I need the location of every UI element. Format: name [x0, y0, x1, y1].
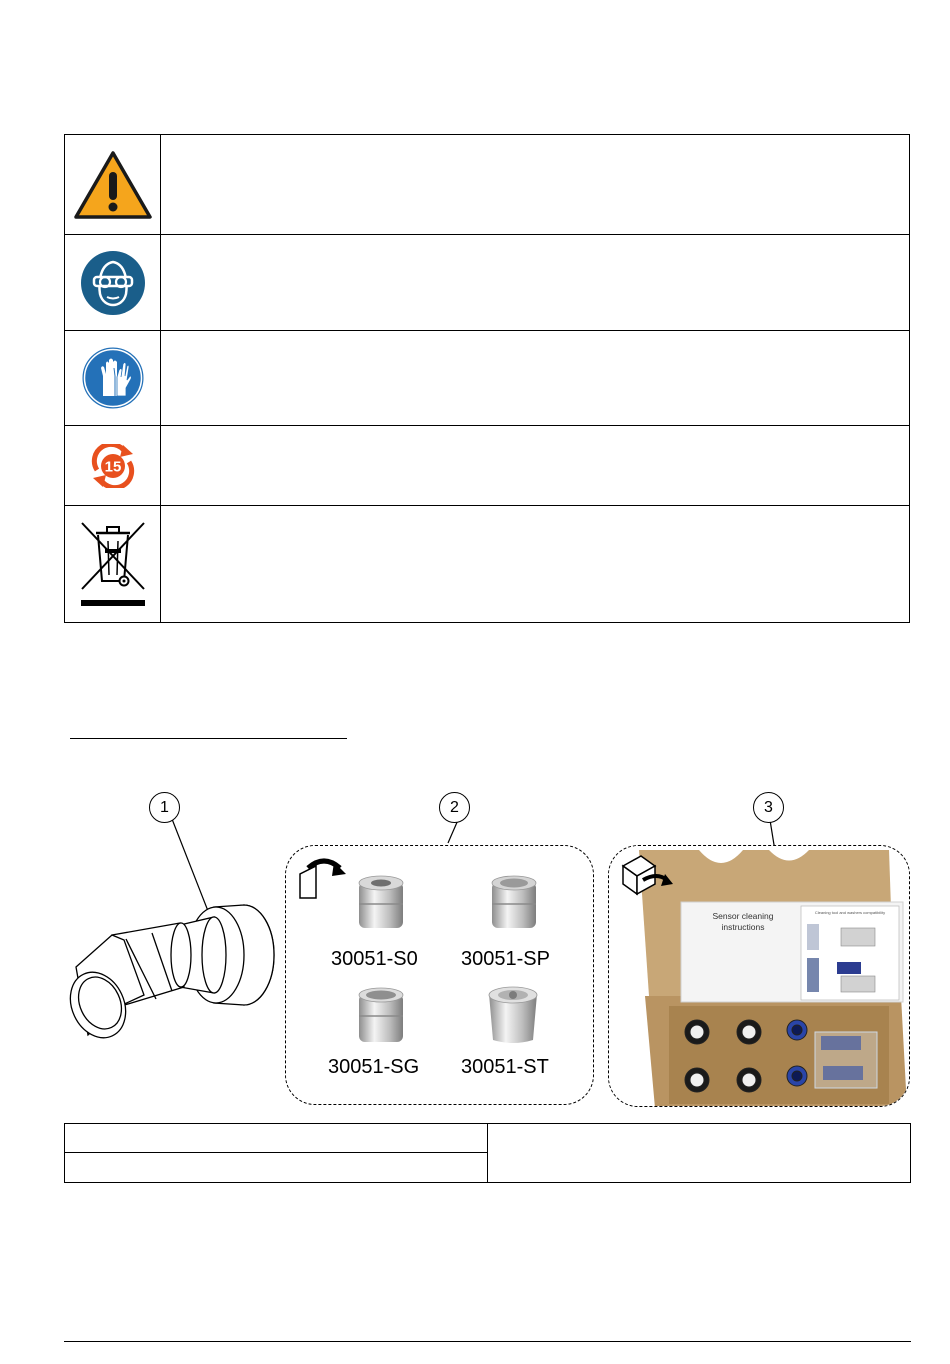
legend-table [64, 1123, 911, 1183]
callout-2: 2 [439, 792, 470, 823]
symbol-row-epup [65, 426, 909, 506]
cap-s0-image [356, 874, 406, 934]
symbol-description [161, 426, 909, 505]
footer-rule [64, 1341, 911, 1342]
symbol-description [161, 331, 909, 425]
open-package-icon [296, 854, 348, 902]
legend-cell-2 [65, 1153, 488, 1182]
kit-card-subtitle: Cleaning tool and washers compatibility [814, 910, 886, 915]
symbol-icon-cell [65, 235, 161, 330]
safety-symbols-table [64, 134, 910, 623]
cap-label-sg: 30051-SG [328, 1056, 420, 1078]
cap-st-image [485, 984, 541, 1048]
symbol-row-warning [65, 135, 909, 235]
symbol-description [161, 235, 909, 330]
cap-label-s0: 30051-S0 [331, 948, 418, 970]
legend-cell-1 [65, 1124, 488, 1153]
warning-triangle-icon [73, 150, 153, 220]
symbol-row-weee [65, 506, 909, 622]
symbol-row-eye-protection [65, 235, 909, 331]
symbol-description [161, 506, 909, 622]
callout-3: 3 [753, 792, 784, 823]
symbol-icon-cell [65, 135, 161, 234]
symbol-icon-cell [65, 426, 161, 505]
svg-text:15: 15 [104, 458, 121, 475]
weee-crossed-bin-icon [78, 519, 148, 609]
cap-label-st: 30051-ST [461, 1056, 549, 1078]
section-heading-underline [70, 738, 347, 739]
caps-group-box [285, 845, 594, 1105]
kit-card-title-line1: Sensor cleaning [712, 911, 774, 921]
cap-sg-image [356, 986, 406, 1048]
symbol-icon-cell [65, 331, 161, 425]
epup-15-icon [89, 444, 137, 488]
symbol-icon-cell [65, 506, 161, 622]
hand-protection-icon [81, 346, 145, 410]
symbol-description [161, 135, 909, 234]
cap-label-sp: 30051-SP [461, 948, 550, 970]
sensor-drawing [64, 895, 284, 1085]
cleaning-kit-box [608, 845, 910, 1107]
legend-cell-3 [488, 1124, 910, 1182]
cleaning-kit-photo [609, 846, 910, 1107]
eye-protection-icon [80, 250, 146, 316]
callout-1: 1 [149, 792, 180, 823]
components-figure [60, 785, 920, 1115]
kit-card-title-line2: instructions [721, 922, 765, 932]
cap-sp-image [489, 874, 539, 934]
symbol-row-hand-protection [65, 331, 909, 426]
